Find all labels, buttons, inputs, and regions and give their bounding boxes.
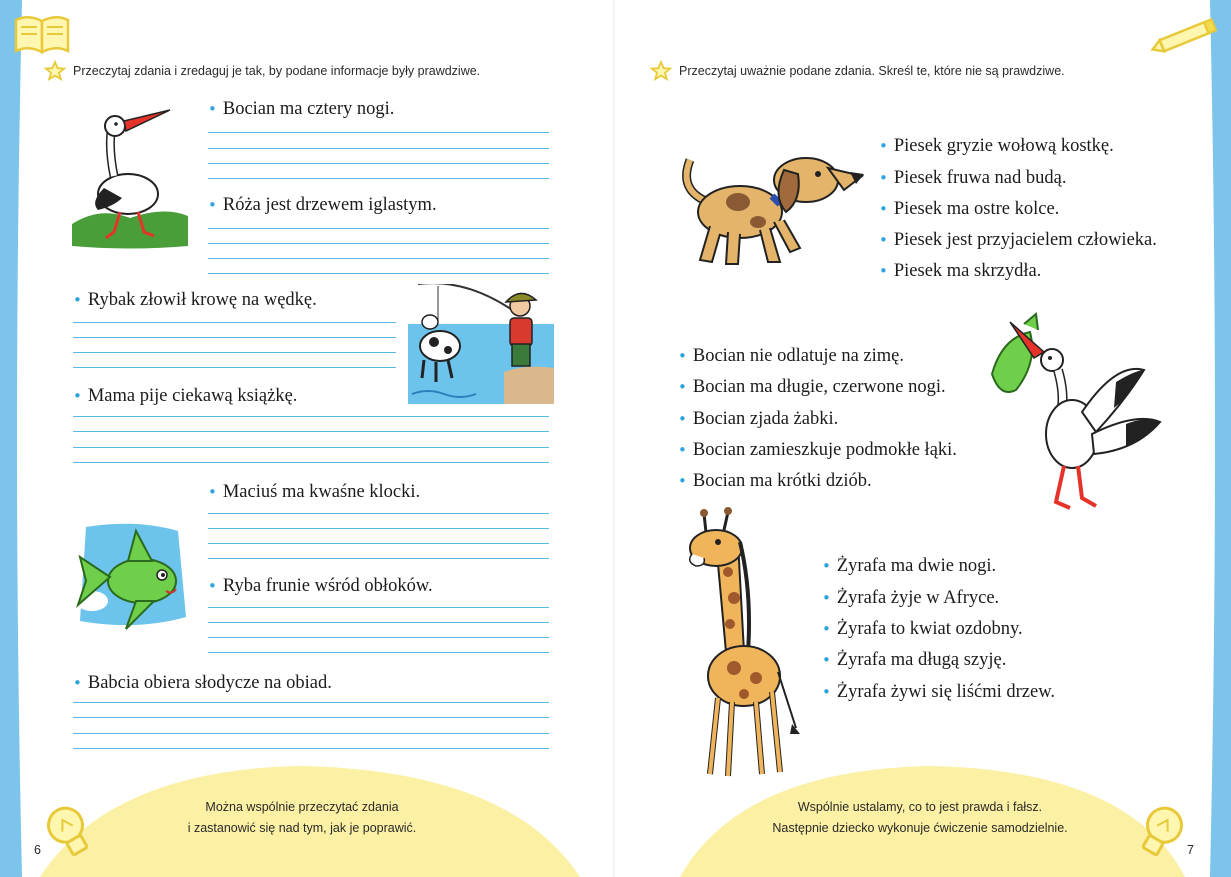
left-sentence-1: • Bocian ma cztery nogi. [208, 99, 395, 119]
answer-line[interactable] [208, 558, 549, 559]
answer-line[interactable] [73, 702, 549, 703]
answer-line[interactable] [208, 622, 549, 623]
stork-sentence-4[interactable]: • Bocian zamieszkuje podmokłe łąki. [678, 440, 957, 460]
answer-line[interactable] [208, 132, 549, 133]
bullet-icon: • [879, 169, 888, 187]
bullet-icon: • [208, 100, 217, 118]
answer-line[interactable] [208, 178, 549, 179]
answer-line[interactable] [208, 148, 549, 149]
bullet-icon: • [879, 200, 888, 218]
answer-line[interactable] [73, 447, 549, 448]
answer-line[interactable] [73, 322, 396, 323]
bullet-icon: • [822, 683, 831, 701]
right-note-line-1: Wspólnie ustalamy, co to jest prawda i fałsz. [797, 800, 1043, 814]
bullet-icon: • [879, 262, 888, 280]
bullet-icon: • [208, 577, 217, 595]
stork-sentence-2[interactable]: • Bocian ma długie, czerwone nogi. [678, 377, 946, 397]
bullet-icon: • [73, 674, 82, 692]
left-sentence-2: • Róża jest drzewem iglastym. [208, 195, 437, 215]
answer-line[interactable] [208, 243, 549, 244]
bullet-icon: • [822, 651, 831, 669]
pencil-icon [1150, 16, 1222, 56]
dog-sentence-1[interactable]: • Piesek gryzie wołową kostkę. [879, 136, 1114, 156]
giraffe-sentence-4[interactable]: • Żyrafa ma długą szyję. [822, 650, 1007, 670]
right-teacher-note [748, 797, 1092, 839]
bullet-icon: • [822, 589, 831, 607]
dog-sentence-2[interactable]: • Piesek fruwa nad budą. [879, 168, 1067, 188]
lightbulb-icon [1130, 800, 1190, 866]
bullet-icon: • [678, 410, 687, 428]
giraffe-sentence-2[interactable]: • Żyrafa żyje w Afryce. [822, 588, 1000, 608]
answer-line[interactable] [208, 513, 549, 514]
bullet-icon: • [208, 196, 217, 214]
answer-line[interactable] [73, 717, 549, 718]
bullet-icon: • [678, 347, 687, 365]
bullet-icon: • [678, 441, 687, 459]
left-instruction: Przeczytaj zdania i zredaguj je tak, by podane informacje były prawdziwe. [73, 64, 481, 78]
answer-line[interactable] [73, 337, 396, 338]
dog-sentence-4[interactable]: • Piesek jest przyjacielem człowieka. [879, 230, 1157, 250]
left-sentence-3: • Rybak złowił krowę na wędkę. [73, 290, 317, 310]
dog-illustration [668, 140, 864, 272]
giraffe-sentence-5[interactable]: • Żyrafa żywi się liśćmi drzew. [822, 682, 1056, 702]
answer-line[interactable] [208, 528, 549, 529]
right-note-line-2: Następnie dziecko wykonuje ćwiczenie samodzielnie. [772, 821, 1068, 835]
left-sentence-6: • Ryba frunie wśród obłoków. [208, 576, 433, 596]
dog-sentence-5[interactable]: • Piesek ma skrzydła. [879, 261, 1042, 281]
page-number-right: 7 [1187, 843, 1194, 857]
answer-line[interactable] [208, 258, 549, 259]
answer-line[interactable] [208, 637, 549, 638]
right-instruction: Przeczytaj uważnie podane zdania. Skreśl te, które nie są prawdziwe. [679, 64, 1065, 78]
stork-sentence-5[interactable]: • Bocian ma krótki dziób. [678, 471, 872, 491]
answer-line[interactable] [73, 733, 549, 734]
left-teacher-note [162, 797, 442, 839]
answer-line[interactable] [73, 748, 549, 749]
fish-illustration [66, 517, 192, 635]
bullet-icon: • [822, 557, 831, 575]
bullet-icon: • [73, 291, 82, 309]
answer-line[interactable] [73, 367, 396, 368]
star-icon [650, 60, 672, 82]
left-sentence-7: • Babcia obiera słodycze na obiad. [73, 673, 332, 693]
dog-sentence-3[interactable]: • Piesek ma ostre kolce. [879, 199, 1060, 219]
stork-sentence-1[interactable]: • Bocian nie odlatuje na zimę. [678, 346, 904, 366]
answer-line[interactable] [208, 273, 549, 274]
page-number-left: 6 [34, 843, 41, 857]
answer-line[interactable] [208, 228, 549, 229]
bullet-icon: • [678, 472, 687, 490]
answer-line[interactable] [208, 163, 549, 164]
stork-standing-illustration [70, 106, 190, 251]
stork-sentence-3[interactable]: • Bocian zjada żabki. [678, 409, 839, 429]
answer-line[interactable] [73, 431, 549, 432]
bullet-icon: • [208, 483, 217, 501]
flying-stork-illustration [986, 312, 1162, 512]
left-sentence-4: • Mama pije ciekawą książkę. [73, 386, 298, 406]
bullet-icon: • [73, 387, 82, 405]
giraffe-sentence-3[interactable]: • Żyrafa to kwiat ozdobny. [822, 619, 1023, 639]
giraffe-sentence-1[interactable]: • Żyrafa ma dwie nogi. [822, 556, 997, 576]
bullet-icon: • [678, 378, 687, 396]
bullet-icon: • [822, 620, 831, 638]
left-note-line-2: i zastanowić się nad tym, jak je poprawić. [187, 821, 417, 835]
book-icon [12, 12, 72, 56]
bullet-icon: • [879, 137, 888, 155]
lightbulb-icon [40, 800, 100, 866]
answer-line[interactable] [208, 543, 549, 544]
answer-line[interactable] [208, 607, 549, 608]
fisherman-cow-illustration [408, 284, 554, 404]
answer-line[interactable] [73, 416, 549, 417]
answer-line[interactable] [73, 462, 549, 463]
bullet-icon: • [879, 231, 888, 249]
giraffe-illustration [682, 502, 800, 782]
star-icon [44, 60, 66, 82]
answer-line[interactable] [73, 352, 396, 353]
answer-line[interactable] [208, 652, 549, 653]
left-note-line-1: Można wspólnie przeczytać zdania [205, 800, 399, 814]
left-sentence-5: • Maciuś ma kwaśne klocki. [208, 482, 421, 502]
